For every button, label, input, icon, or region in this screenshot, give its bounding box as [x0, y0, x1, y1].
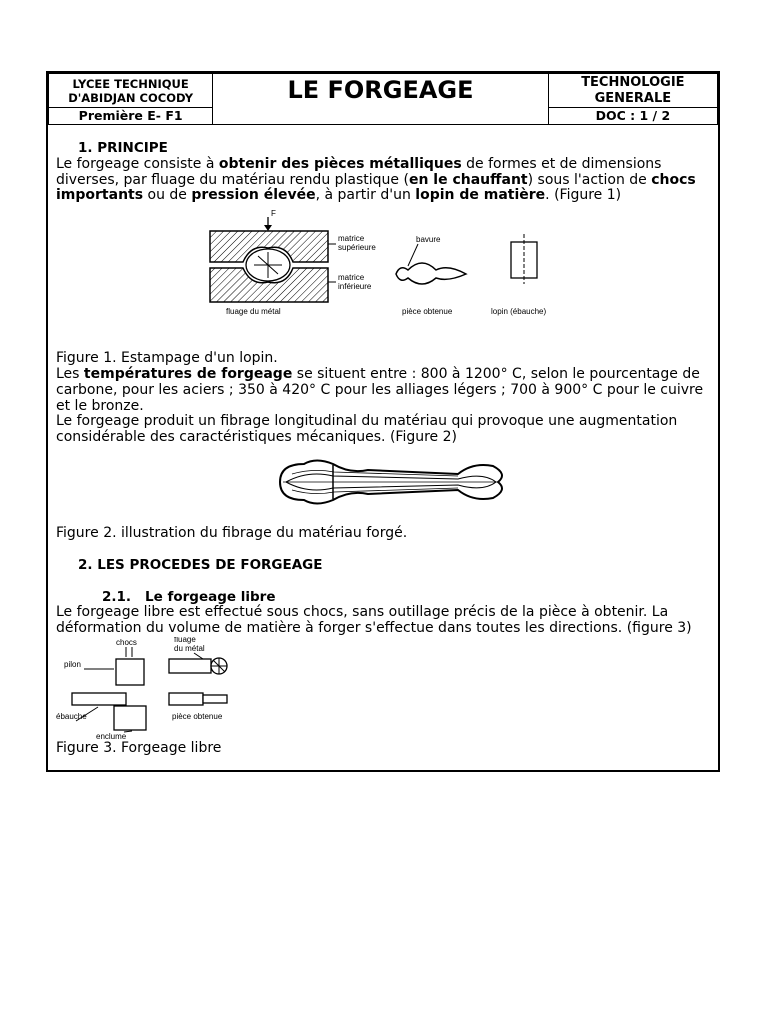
figure1 [56, 204, 716, 351]
svg-text:bavure: bavure [416, 235, 441, 245]
svg-text:fluage: fluage [174, 636, 196, 644]
section2-heading: 2. LES PROCEDES DE FORGEAGE [78, 556, 323, 573]
figure1-caption: Figure 1. Estampage d'un lopin. [56, 350, 278, 367]
s2-paragraph1: Le forgeage libre est effectué sous chocs, sans outillage précis de la pièce à obtenir. La déformation du volume de matière à forger s'effectue dans toutes les directions. (figure 3) [56, 604, 692, 637]
figure2-caption: Figure 2. illustration du fibrage du matériau forgé. [56, 524, 408, 541]
section1-heading: 1. PRINCIPE [78, 140, 168, 156]
subject-line2: GENERALE [594, 90, 672, 106]
header-table [48, 73, 718, 125]
forging-die-diagram [56, 204, 716, 351]
svg-text:F: F [271, 209, 276, 219]
svg-text:pièce obtenue: pièce obtenue [402, 307, 453, 317]
subject-line1: TECHNOLOGIE [581, 74, 685, 90]
page-title: LE FORGEAGE [213, 74, 549, 125]
svg-text:inférieure: inférieure [338, 282, 372, 292]
content [56, 141, 716, 757]
school-line2: D'ABIDJAN COCODY [68, 90, 194, 105]
s1-paragraph1: Le forgeage consiste à obtenir des pièces métalliques de formes et de dimensions diverses, par fluage du matériau rendu plastique (en le chauffant) sous l'action de chocs importants ou de pression élevée, à partir d'un lopin de matière. (Figure 1) [56, 155, 696, 204]
svg-text:matrice: matrice [338, 234, 365, 244]
svg-text:fluage du métal: fluage du métal [226, 307, 281, 317]
svg-text:du métal: du métal [174, 643, 205, 653]
school-cell [49, 74, 213, 108]
svg-text:lopin (ébauche): lopin (ébauche) [491, 307, 547, 317]
doc-cell: DOC : 1 / 2 [548, 108, 717, 125]
svg-text:matrice: matrice [338, 273, 365, 283]
svg-text:pilon: pilon [64, 659, 81, 669]
s1-paragraph2: Les températures de forgeage se situent entre : 800 à 1200° C, selon le pourcentage de carbone, pour les aciers ; 350 à 420° C pour les alliages légers ; 700 à 900° C pour le cuivre et le bronze. [56, 365, 704, 414]
school-line1: LYCEE TECHNIQUE [72, 76, 189, 91]
svg-text:pièce obtenue: pièce obtenue [172, 711, 223, 721]
svg-text:enclume: enclume [96, 731, 127, 741]
document-frame [46, 71, 720, 772]
figure2 [56, 446, 716, 526]
figure3 [56, 637, 716, 741]
class-cell: Première E- F1 [49, 108, 213, 125]
svg-text:chocs: chocs [116, 637, 137, 647]
forged-fiber-diagram [56, 446, 716, 526]
s1-paragraph3: Le forgeage produit un fibrage longitudinal du matériau qui provoque une augmentation considérable des caractéristiques mécaniques. (Figure 2) [56, 413, 678, 446]
subject-cell [548, 74, 717, 108]
figure3-caption: Figure 3. Forgeage libre [56, 739, 222, 756]
subsection21-heading: 2.1. Le forgeage libre [102, 588, 276, 605]
svg-text:ébauche: ébauche [56, 711, 87, 721]
svg-text:supérieure: supérieure [338, 243, 376, 253]
free-forging-diagram [56, 637, 716, 741]
